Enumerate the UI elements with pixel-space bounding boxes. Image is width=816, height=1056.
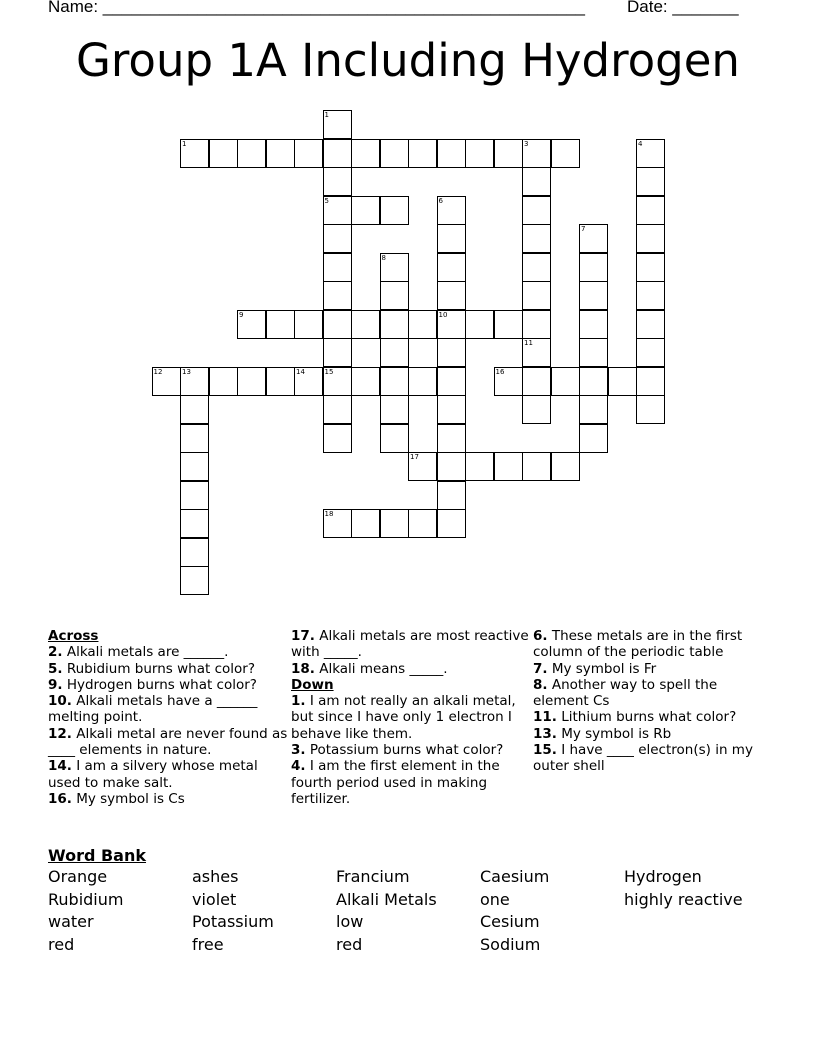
clue-number: 6 — [438, 196, 443, 205]
crossword-cell[interactable] — [323, 139, 352, 168]
word-bank-heading: Word Bank — [48, 846, 147, 865]
word-bank-item: low — [336, 912, 364, 932]
crossword-cell[interactable] — [180, 139, 209, 168]
clue-number: 10 — [438, 310, 448, 319]
crossword-cell[interactable] — [408, 139, 437, 168]
crossword-cell[interactable] — [636, 395, 665, 424]
clue-down-3: 3. Potassium burns what color? — [291, 742, 504, 759]
crossword-cell[interactable] — [180, 538, 209, 567]
crossword-cell[interactable] — [522, 338, 551, 367]
crossword-cell[interactable] — [237, 139, 266, 168]
crossword-cell[interactable] — [380, 509, 409, 538]
clue-across-5: 5. Rubidium burns what color? — [48, 660, 255, 677]
crossword-cell[interactable] — [437, 196, 466, 225]
crossword-cell[interactable] — [408, 452, 437, 481]
clue-number: 7 — [581, 225, 586, 233]
crossword-cell[interactable] — [551, 139, 580, 168]
crossword-cell[interactable] — [180, 367, 209, 396]
crossword-cell[interactable] — [579, 424, 608, 453]
clues-column-3 — [533, 628, 773, 775]
page-title: Group 1A Including Hydrogen — [76, 34, 740, 87]
crossword-cell[interactable] — [380, 310, 409, 339]
crossword-cell[interactable] — [266, 310, 295, 339]
clue-down-8: 8. Another way to spell the element Cs — [533, 676, 718, 710]
clue-down-7: 7. My symbol is Fr — [533, 660, 657, 677]
crossword-cell[interactable] — [494, 139, 523, 168]
crossword-cell[interactable] — [323, 509, 352, 538]
clue-number: 16 — [495, 367, 505, 376]
clue-across-12: 12. Alkali metal are never found as ____ elements in nature. — [48, 725, 288, 759]
crossword-cell[interactable] — [494, 452, 523, 481]
crossword-cell[interactable] — [237, 310, 266, 339]
clue-across-17: 17. Alkali metals are most reactive with _____. — [291, 628, 529, 661]
crossword-cell[interactable] — [636, 253, 665, 282]
crossword-cell[interactable] — [266, 367, 295, 396]
crossword-cell[interactable] — [465, 139, 494, 168]
crossword-cell[interactable] — [437, 139, 466, 168]
crossword-cell[interactable] — [579, 338, 608, 367]
crossword-cell[interactable] — [579, 310, 608, 339]
crossword-cell[interactable] — [522, 310, 551, 339]
crossword-cell[interactable] — [437, 224, 466, 253]
crossword-cell[interactable] — [636, 281, 665, 310]
down-heading: Down — [291, 676, 334, 693]
word-bank-item: violet — [192, 889, 237, 909]
crossword-cell[interactable] — [180, 452, 209, 481]
crossword-cell[interactable] — [579, 367, 608, 396]
clue-across-16: 16. My symbol is Cs — [48, 790, 185, 807]
word-bank-item: highly reactive — [624, 889, 743, 909]
word-bank-item: one — [480, 889, 510, 909]
crossword-cell[interactable] — [408, 310, 437, 339]
crossword-cell[interactable] — [579, 395, 608, 424]
crossword-cell[interactable] — [408, 367, 437, 396]
crossword-cell[interactable] — [380, 395, 409, 424]
crossword-cell[interactable] — [636, 139, 665, 168]
crossword-cell[interactable] — [522, 281, 551, 310]
crossword-cell[interactable] — [380, 196, 409, 225]
word-bank-item: Orange — [48, 867, 108, 886]
crossword-cell[interactable] — [551, 452, 580, 481]
clue-number: 4 — [638, 139, 643, 148]
crossword-cell[interactable] — [522, 167, 551, 196]
crossword-cell[interactable] — [437, 424, 466, 453]
crossword-cell[interactable] — [608, 367, 637, 396]
crossword-cell[interactable] — [294, 139, 323, 168]
word-bank-item: Sodium — [480, 934, 541, 954]
crossword-cell[interactable] — [380, 338, 409, 367]
crossword-cell[interactable] — [380, 424, 409, 453]
crossword-cell[interactable] — [636, 167, 665, 196]
word-bank-item: ashes — [192, 867, 239, 886]
word-bank-item: red — [336, 934, 363, 954]
clue-number: 18 — [324, 510, 334, 518]
crossword-cell[interactable] — [323, 110, 352, 139]
crossword-cell[interactable] — [437, 481, 466, 510]
word-bank — [48, 846, 768, 957]
word-bank-item: Cesium — [480, 912, 540, 932]
crossword-cell[interactable] — [494, 367, 523, 396]
crossword-cell[interactable] — [323, 395, 352, 424]
crossword-cell[interactable] — [351, 367, 380, 396]
crossword-cell[interactable] — [237, 367, 266, 396]
clue-number: 13 — [182, 367, 191, 376]
clues-column-1 — [48, 628, 288, 807]
crossword-cell[interactable] — [579, 281, 608, 310]
crossword-cell[interactable] — [323, 224, 352, 253]
crossword-cell[interactable] — [437, 310, 466, 339]
clue-number: 1 — [182, 139, 187, 148]
crossword-cell[interactable] — [551, 367, 580, 396]
crossword-cell[interactable] — [465, 310, 494, 339]
crossword-cell[interactable] — [323, 367, 352, 396]
word-bank-list — [48, 867, 768, 957]
clue-number: 12 — [153, 367, 163, 376]
clue-number: 9 — [239, 310, 244, 319]
crossword-cell[interactable] — [437, 281, 466, 310]
crossword-cell[interactable] — [494, 310, 523, 339]
crossword-cell[interactable] — [636, 367, 665, 396]
crossword-cell[interactable] — [579, 253, 608, 282]
clue-number: 11 — [524, 339, 533, 347]
crossword-cell[interactable] — [323, 253, 352, 282]
clues-column-2 — [291, 628, 531, 807]
crossword-cell[interactable] — [522, 367, 551, 396]
crossword-cell[interactable] — [522, 139, 551, 168]
crossword-cell[interactable] — [380, 281, 409, 310]
word-bank-item: Potassium — [192, 912, 274, 932]
clue-down-11: 11. Lithium burns what color? — [533, 709, 737, 726]
word-bank-item: free — [192, 934, 224, 954]
word-bank-item: Alkali Metals — [336, 889, 437, 909]
clue-down-15: 15. I have ____ electron(s) in my outer shell — [533, 742, 753, 775]
clue-across-18: 18. Alkali means _____. — [291, 660, 448, 677]
crossword-cell[interactable] — [351, 509, 380, 538]
clue-across-2: 2. Alkali metals are ______. — [48, 644, 229, 661]
word-bank-item: Rubidium — [48, 889, 124, 909]
crossword-cell[interactable] — [351, 310, 380, 339]
clue-across-9: 9. Hydrogen burns what color? — [48, 676, 257, 693]
crossword-cell[interactable] — [579, 224, 608, 253]
crossword-cell[interactable] — [522, 224, 551, 253]
clue-number: 17 — [410, 453, 419, 461]
clue-across-14: 14. I am a silvery whose metal used to make salt. — [48, 758, 258, 791]
crossword-cell[interactable] — [380, 139, 409, 168]
clue-number: 14 — [296, 367, 305, 376]
crossword-cell[interactable] — [351, 139, 380, 168]
crossword-cell[interactable] — [180, 395, 209, 424]
crossword-cell[interactable] — [266, 139, 295, 168]
clue-number: 5 — [324, 196, 329, 205]
crossword-cell[interactable] — [437, 509, 466, 538]
crossword-cell[interactable] — [209, 367, 238, 396]
crossword-cell[interactable] — [152, 367, 181, 396]
crossword-cell[interactable] — [522, 395, 551, 424]
crossword-cell[interactable] — [636, 224, 665, 253]
crossword-cell[interactable] — [522, 253, 551, 282]
date-line: Date: _______ — [627, 0, 739, 16]
crossword-cell[interactable] — [522, 452, 551, 481]
crossword-cell[interactable] — [294, 310, 323, 339]
crossword-cell[interactable] — [180, 424, 209, 453]
crossword-cell[interactable] — [636, 196, 665, 225]
across-heading: Across — [48, 628, 99, 644]
crossword-cell[interactable] — [636, 310, 665, 339]
crossword-cell[interactable] — [437, 452, 466, 481]
crossword-cell[interactable] — [437, 338, 466, 367]
crossword-cell[interactable] — [323, 424, 352, 453]
crossword-cell[interactable] — [437, 395, 466, 424]
crossword-cell[interactable] — [437, 367, 466, 396]
clue-down-6: 6. These metals are in the first column of the periodic table — [533, 628, 743, 661]
crossword-cell[interactable] — [380, 367, 409, 396]
clue-across-10: 10. Alkali metals have a ______ melting point. — [48, 693, 258, 726]
crossword-cell[interactable] — [323, 338, 352, 367]
crossword-cell[interactable] — [323, 196, 352, 225]
crossword-cell[interactable] — [323, 310, 352, 339]
clue-number: 8 — [381, 253, 386, 262]
crossword-cell[interactable] — [180, 509, 209, 538]
crossword-cell[interactable] — [294, 367, 323, 396]
crossword-cell[interactable] — [522, 196, 551, 225]
crossword-cell[interactable] — [323, 281, 352, 310]
clue-down-13: 13. My symbol is Rb — [533, 725, 672, 742]
crossword-cell[interactable] — [323, 167, 352, 196]
clue-number: 1 — [324, 111, 329, 119]
crossword-cell[interactable] — [408, 509, 437, 538]
crossword-cell[interactable] — [380, 253, 409, 282]
word-bank-item: Francium — [336, 867, 410, 886]
word-bank-item: Caesium — [480, 867, 550, 886]
clue-number: 3 — [524, 139, 529, 148]
name-line: Name: ___________________________________________________ — [48, 0, 585, 16]
crossword-cell[interactable] — [437, 253, 466, 282]
clue-down-4: 4. I am the first element in the fourth period used in making fertilizer. — [291, 758, 500, 807]
word-bank-item: red — [48, 934, 75, 954]
word-bank-item: Hydrogen — [624, 867, 702, 886]
crossword-cell[interactable] — [180, 566, 209, 595]
crossword-cell[interactable] — [180, 481, 209, 510]
crossword-cell[interactable] — [209, 139, 238, 168]
clue-number: 15 — [324, 367, 334, 376]
clue-down-1: 1. I am not really an alkali metal, but since I have only 1 electron I behave like them. — [291, 693, 516, 742]
word-bank-item: water — [48, 912, 94, 932]
crossword-cell[interactable] — [351, 196, 380, 225]
crossword-cell[interactable] — [636, 338, 665, 367]
crossword-cell[interactable] — [465, 452, 494, 481]
